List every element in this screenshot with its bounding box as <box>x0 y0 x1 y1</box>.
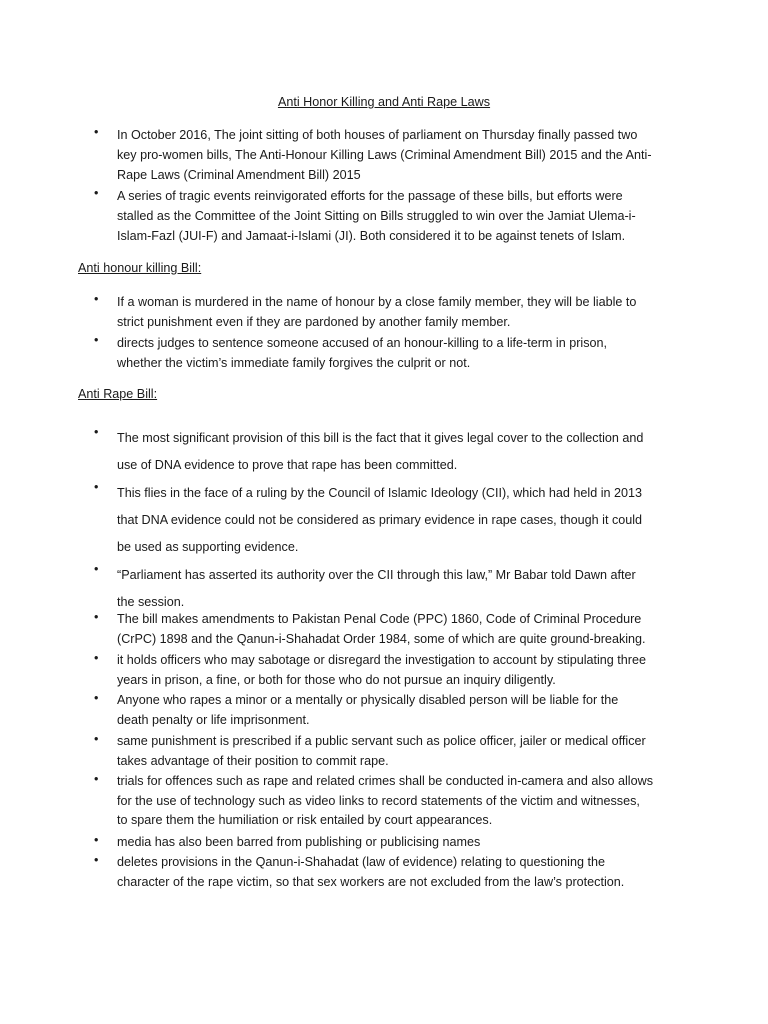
list-item: • it holds officers who may sabotage or disregard the investigation to account by stipulating three years in prison, a fine, or both for those who do not pursue an inquiry diligently. <box>94 651 647 687</box>
bullet-icon: • <box>94 833 99 847</box>
bullet-icon: • <box>94 772 99 786</box>
bullet-icon: • <box>94 732 99 746</box>
list-item: • deletes provisions in the Qanun-i-Shahadat (law of evidence) relating to questioning the character of the rape victim, so that sex workers are not excluded from the law’s protection. <box>94 853 625 889</box>
list-item: • A series of tragic events reinvigorated efforts for the passage of these bills, but efforts were stalled as the Committee of the Joint Sitting on Bills struggled to win over the Jamiat Ulema-i- Islam-Fazl (JUI-F) and Jamaat-i-Islami (JI). Both considered it to be against tenets of Islam. <box>94 186 636 243</box>
rape-bill-heading: Anti Rape Bill: <box>78 387 158 401</box>
document-title: Anti Honor Killing and Anti Rape Laws <box>277 95 491 109</box>
bullet-icon: • <box>94 691 99 705</box>
honour-bill-heading: Anti honour killing Bill: <box>78 261 202 275</box>
list-item: • media has also been barred from publishing or publicising names <box>94 833 481 849</box>
list-item: • trials for offences such as rape and related crimes shall be conducted in-camera and also allows for the use of technology such as video links to record statements of the victim and witnesses, to spare them the humiliation or risk entailed by court appearances. <box>94 772 653 827</box>
bullet-icon: • <box>94 292 99 306</box>
list-item: • directs judges to sentence someone accused of an honour-killing to a life-term in prison, whether the victim’s immediate family forgives the culprit or not. <box>94 333 608 370</box>
list-item: • The most significant provision of this bill is the fact that it gives legal cover to the collection and use of DNA evidence to prove that rape has been committed. <box>94 425 644 472</box>
bullet-icon: • <box>94 425 99 439</box>
bullet-icon: • <box>94 562 99 576</box>
list-item: • Anyone who rapes a minor or a mentally or physically disabled person will be liable for the death penalty or life imprisonment. <box>94 691 619 727</box>
bullet-icon: • <box>94 651 99 665</box>
list-item: • “Parliament has asserted its authority over the CII through this law,” Mr Babar told Dawn after the session. <box>94 562 636 609</box>
list-item: • same punishment is prescribed if a public servant such as police officer, jailer or medical officer takes advantage of their position to commit rape. <box>94 732 646 768</box>
bullet-icon: • <box>94 333 99 347</box>
list-item: • This flies in the face of a ruling by the Council of Islamic Ideology (CII), which had held in 2013 that DNA evidence could not be considered as primary evidence in rape cases, though it could be used as supporting evidence. <box>94 480 643 554</box>
bullet-icon: • <box>94 480 99 494</box>
bullet-icon: • <box>94 125 99 139</box>
bullet-icon: • <box>94 186 99 200</box>
bullet-icon: • <box>94 610 99 624</box>
list-item: • The bill makes amendments to Pakistan Penal Code (PPC) 1860, Code of Criminal Procedure (CrPC) 1898 and the Qanun-i-Shahadat Order 1984, some of which are quite ground-breaking. <box>94 610 646 646</box>
list-item: • If a woman is murdered in the name of honour by a close family member, they will be liable to strict punishment even if they are pardoned by another family member. <box>94 292 637 329</box>
list-item: • In October 2016, The joint sitting of both houses of parliament on Thursday finally passed two key pro-women bills, The Anti-Honour Killing Laws (Criminal Amendment Bill) 2015 and the Anti- Rape Laws (Criminal Amendment Bill) 2015 <box>94 125 652 182</box>
bullet-icon: • <box>94 853 99 867</box>
